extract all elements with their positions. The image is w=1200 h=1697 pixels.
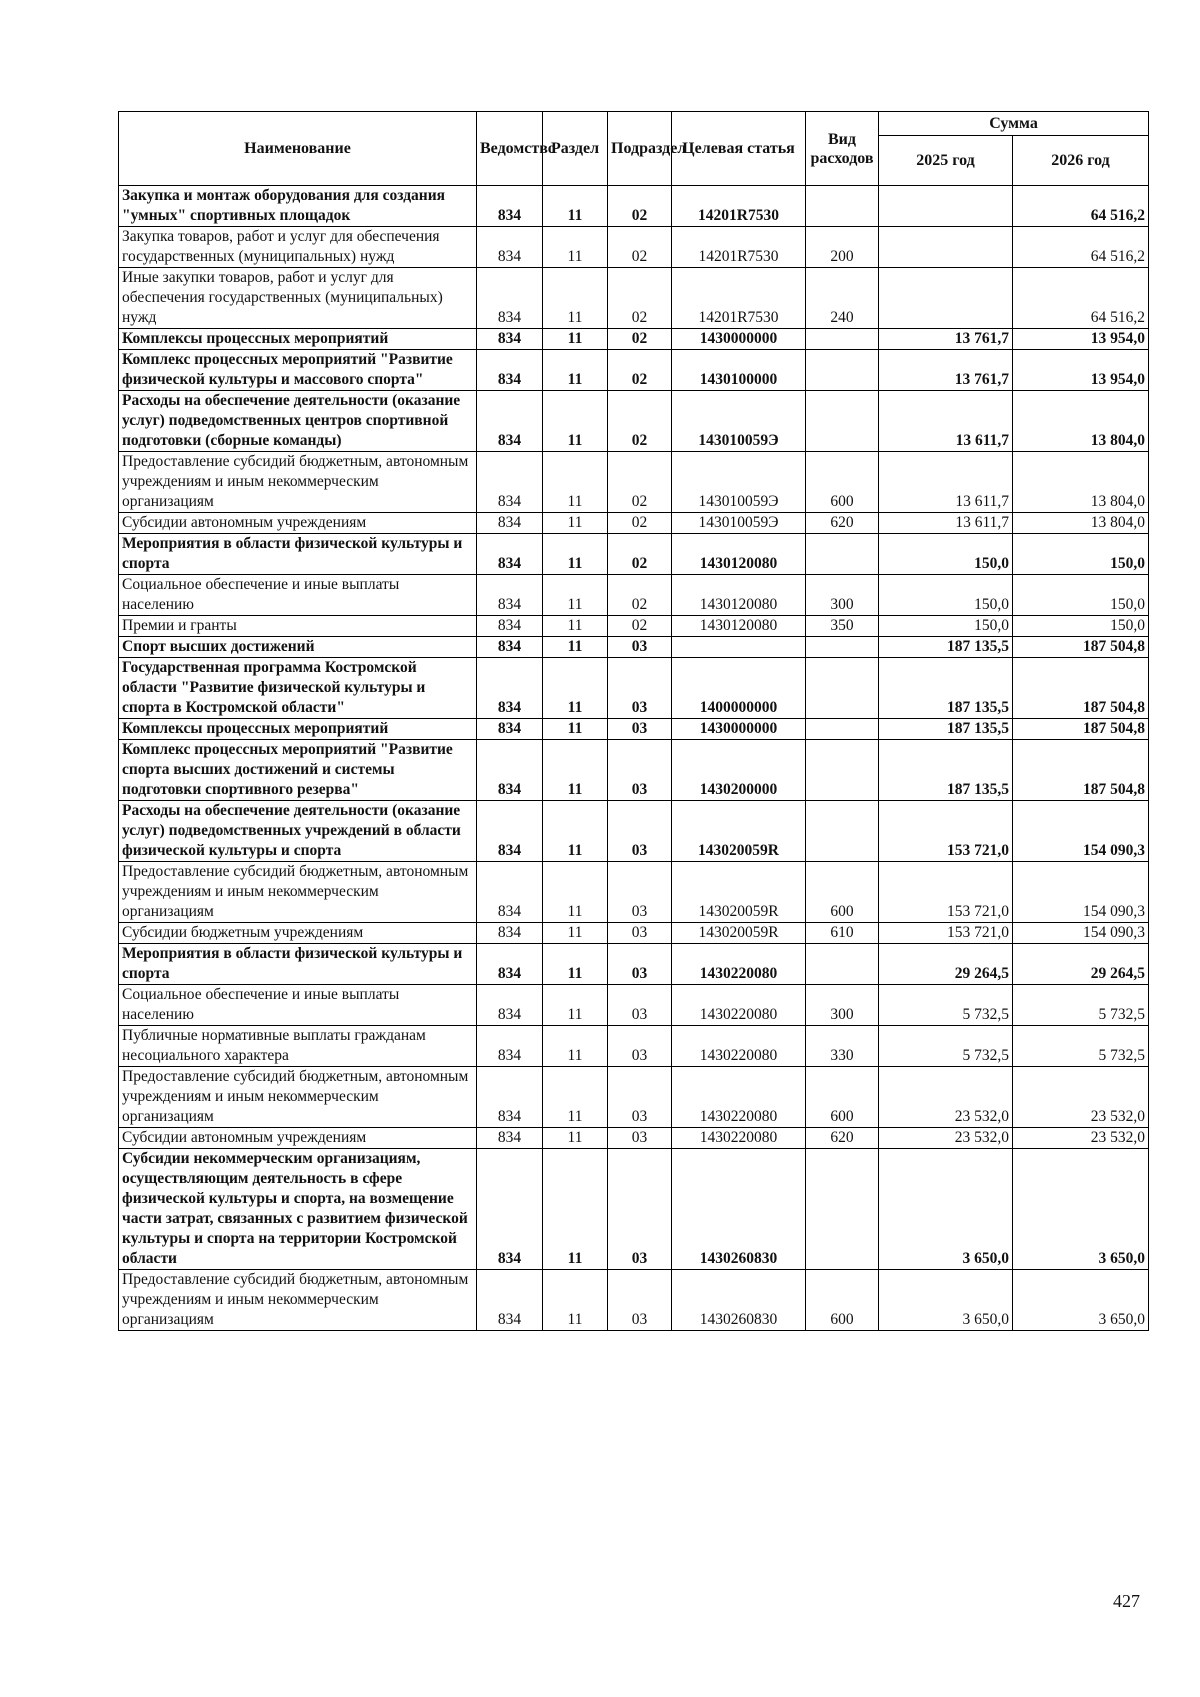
- cell-name: Государственная программа Костромской области "Развитие физической культуры и спорта в Костромской области": [119, 658, 477, 719]
- cell-vid-raskhodov: [806, 1149, 879, 1270]
- cell-sum-2026: 3 650,0: [1013, 1270, 1149, 1331]
- cell-name: Комплексы процессных мероприятий: [119, 329, 477, 350]
- cell-name: Закупка и монтаж оборудования для создания "умных" спортивных площадок: [119, 186, 477, 227]
- cell-podrazdel: 03: [608, 1067, 672, 1128]
- cell-razdel: 11: [543, 1270, 608, 1331]
- cell-name: Предоставление субсидий бюджетным, автономным учреждениям и иным некоммерческим организациям: [119, 452, 477, 513]
- cell-vid-raskhodov: 600: [806, 1067, 879, 1128]
- cell-sum-2025: 23 532,0: [879, 1128, 1013, 1149]
- budget-table: [118, 111, 1149, 1331]
- cell-name: Закупка товаров, работ и услуг для обеспечения государственных (муниципальных) нужд: [119, 227, 477, 268]
- table-row: [119, 350, 1149, 391]
- cell-vedomstvo: 834: [477, 268, 543, 329]
- table-row: [119, 268, 1149, 329]
- table-row: [119, 985, 1149, 1026]
- cell-podrazdel: 03: [608, 1270, 672, 1331]
- cell-tselevaya-statya: 143010059Э: [672, 513, 806, 534]
- cell-podrazdel: 03: [608, 658, 672, 719]
- cell-sum-2025: 23 532,0: [879, 1067, 1013, 1128]
- cell-razdel: 11: [543, 452, 608, 513]
- table-row: [119, 452, 1149, 513]
- cell-vedomstvo: 834: [477, 1026, 543, 1067]
- cell-podrazdel: 03: [608, 862, 672, 923]
- cell-vedomstvo: 834: [477, 740, 543, 801]
- cell-razdel: 11: [543, 740, 608, 801]
- cell-tselevaya-statya: 1430000000: [672, 719, 806, 740]
- cell-sum-2025: 153 721,0: [879, 801, 1013, 862]
- cell-tselevaya-statya: 1430120080: [672, 616, 806, 637]
- cell-tselevaya-statya: 1430260830: [672, 1270, 806, 1331]
- cell-podrazdel: 03: [608, 719, 672, 740]
- cell-razdel: 11: [543, 227, 608, 268]
- cell-name: Иные закупки товаров, работ и услуг для обеспечения государственных (муниципальных) нужд: [119, 268, 477, 329]
- cell-vedomstvo: 834: [477, 227, 543, 268]
- header-name: Наименование: [119, 112, 477, 186]
- cell-sum-2025: 150,0: [879, 575, 1013, 616]
- cell-name: Субсидии некоммерческим организациям, осуществляющим деятельность в сфере физической культуры и спорта, на возмещение части затрат, связанных с развитием физической культуры и спорта на территории Костромской области: [119, 1149, 477, 1270]
- cell-vid-raskhodov: 350: [806, 616, 879, 637]
- cell-podrazdel: 02: [608, 268, 672, 329]
- cell-name: Субсидии бюджетным учреждениям: [119, 923, 477, 944]
- header-podrazdel: Подраздел: [608, 112, 672, 186]
- cell-tselevaya-statya: 143020059R: [672, 801, 806, 862]
- table-row: [119, 862, 1149, 923]
- cell-vedomstvo: 834: [477, 616, 543, 637]
- cell-sum-2026: 13 804,0: [1013, 452, 1149, 513]
- cell-vedomstvo: 834: [477, 534, 543, 575]
- cell-sum-2025: 187 135,5: [879, 637, 1013, 658]
- cell-razdel: 11: [543, 329, 608, 350]
- cell-sum-2025: [879, 227, 1013, 268]
- cell-sum-2025: 13 611,7: [879, 452, 1013, 513]
- cell-sum-2025: 5 732,5: [879, 985, 1013, 1026]
- cell-razdel: 11: [543, 658, 608, 719]
- cell-sum-2026: 187 504,8: [1013, 658, 1149, 719]
- cell-name: Комплекс процессных мероприятий "Развитие физической культуры и массового спорта": [119, 350, 477, 391]
- cell-sum-2026: 13 804,0: [1013, 513, 1149, 534]
- cell-razdel: 11: [543, 391, 608, 452]
- cell-vid-raskhodov: [806, 740, 879, 801]
- cell-sum-2026: 187 504,8: [1013, 719, 1149, 740]
- cell-name: Расходы на обеспечение деятельности (оказание услуг) подведомственных центров спортивной подготовки (сборные команды): [119, 391, 477, 452]
- cell-tselevaya-statya: 1430220080: [672, 985, 806, 1026]
- cell-sum-2026: 13 954,0: [1013, 329, 1149, 350]
- cell-sum-2026: 154 090,3: [1013, 923, 1149, 944]
- cell-tselevaya-statya: 14201R7530: [672, 227, 806, 268]
- cell-vid-raskhodov: 600: [806, 1270, 879, 1331]
- page-number: 427: [1113, 1591, 1140, 1611]
- table-row: [119, 616, 1149, 637]
- cell-vid-raskhodov: 300: [806, 985, 879, 1026]
- cell-tselevaya-statya: 14201R7530: [672, 186, 806, 227]
- cell-sum-2026: 187 504,8: [1013, 740, 1149, 801]
- cell-vid-raskhodov: [806, 801, 879, 862]
- cell-sum-2026: 154 090,3: [1013, 801, 1149, 862]
- header-tselevaya-statya: Целевая статья: [672, 112, 806, 186]
- cell-name: Спорт высших достижений: [119, 637, 477, 658]
- cell-sum-2026: 64 516,2: [1013, 186, 1149, 227]
- cell-sum-2025: 150,0: [879, 534, 1013, 575]
- cell-vid-raskhodov: [806, 637, 879, 658]
- cell-sum-2026: 23 532,0: [1013, 1067, 1149, 1128]
- cell-razdel: 11: [543, 862, 608, 923]
- cell-vid-raskhodov: [806, 350, 879, 391]
- cell-razdel: 11: [543, 944, 608, 985]
- cell-razdel: 11: [543, 923, 608, 944]
- header-vid-raskhodov: Вид расходов: [806, 112, 879, 186]
- cell-name: Мероприятия в области физической культуры и спорта: [119, 944, 477, 985]
- cell-tselevaya-statya: 143020059R: [672, 923, 806, 944]
- cell-sum-2025: 13 611,7: [879, 391, 1013, 452]
- cell-podrazdel: 02: [608, 513, 672, 534]
- cell-sum-2025: 3 650,0: [879, 1149, 1013, 1270]
- table-row: [119, 534, 1149, 575]
- cell-vedomstvo: 834: [477, 1067, 543, 1128]
- cell-tselevaya-statya: 1400000000: [672, 658, 806, 719]
- cell-sum-2025: 29 264,5: [879, 944, 1013, 985]
- cell-vid-raskhodov: [806, 186, 879, 227]
- table-row: [119, 1026, 1149, 1067]
- cell-sum-2025: [879, 268, 1013, 329]
- cell-podrazdel: 03: [608, 1128, 672, 1149]
- cell-podrazdel: 02: [608, 391, 672, 452]
- cell-vedomstvo: 834: [477, 513, 543, 534]
- table-row: [119, 227, 1149, 268]
- cell-vedomstvo: 834: [477, 329, 543, 350]
- cell-podrazdel: 03: [608, 801, 672, 862]
- table-row: [119, 1067, 1149, 1128]
- cell-razdel: 11: [543, 268, 608, 329]
- cell-vid-raskhodov: [806, 719, 879, 740]
- cell-sum-2026: 5 732,5: [1013, 1026, 1149, 1067]
- cell-vid-raskhodov: 620: [806, 1128, 879, 1149]
- cell-tselevaya-statya: 143020059R: [672, 862, 806, 923]
- table-row: [119, 513, 1149, 534]
- table-row: [119, 329, 1149, 350]
- cell-podrazdel: 03: [608, 944, 672, 985]
- cell-tselevaya-statya: 1430220080: [672, 944, 806, 985]
- cell-tselevaya-statya: 143010059Э: [672, 391, 806, 452]
- cell-vid-raskhodov: 600: [806, 452, 879, 513]
- cell-sum-2026: 64 516,2: [1013, 227, 1149, 268]
- cell-sum-2026: 150,0: [1013, 534, 1149, 575]
- cell-podrazdel: 02: [608, 575, 672, 616]
- cell-sum-2025: 13 761,7: [879, 350, 1013, 391]
- cell-name: Мероприятия в области физической культуры и спорта: [119, 534, 477, 575]
- cell-vid-raskhodov: 200: [806, 227, 879, 268]
- cell-tselevaya-statya: 1430000000: [672, 329, 806, 350]
- cell-vedomstvo: 834: [477, 658, 543, 719]
- cell-razdel: 11: [543, 1026, 608, 1067]
- table-row: [119, 186, 1149, 227]
- cell-razdel: 11: [543, 801, 608, 862]
- cell-name: Предоставление субсидий бюджетным, автономным учреждениям и иным некоммерческим организациям: [119, 1270, 477, 1331]
- table-row: [119, 801, 1149, 862]
- cell-sum-2025: 187 135,5: [879, 719, 1013, 740]
- cell-vedomstvo: 834: [477, 350, 543, 391]
- cell-vedomstvo: 834: [477, 391, 543, 452]
- cell-vedomstvo: 834: [477, 923, 543, 944]
- cell-vedomstvo: 834: [477, 186, 543, 227]
- cell-name: Субсидии автономным учреждениям: [119, 513, 477, 534]
- cell-sum-2026: 64 516,2: [1013, 268, 1149, 329]
- header-summa: Сумма: [879, 112, 1149, 136]
- cell-razdel: 11: [543, 534, 608, 575]
- cell-name: Предоставление субсидий бюджетным, автономным учреждениям и иным некоммерческим организациям: [119, 1067, 477, 1128]
- cell-name: Субсидии автономным учреждениям: [119, 1128, 477, 1149]
- cell-razdel: 11: [543, 513, 608, 534]
- cell-podrazdel: 02: [608, 616, 672, 637]
- cell-sum-2025: 153 721,0: [879, 862, 1013, 923]
- cell-vid-raskhodov: [806, 658, 879, 719]
- cell-name: Социальное обеспечение и иные выплаты населению: [119, 985, 477, 1026]
- cell-vid-raskhodov: 330: [806, 1026, 879, 1067]
- table-row: [119, 1149, 1149, 1270]
- cell-vedomstvo: 834: [477, 1149, 543, 1270]
- cell-sum-2026: 3 650,0: [1013, 1149, 1149, 1270]
- cell-vid-raskhodov: 240: [806, 268, 879, 329]
- cell-vid-raskhodov: 600: [806, 862, 879, 923]
- cell-name: Предоставление субсидий бюджетным, автономным учреждениям и иным некоммерческим организациям: [119, 862, 477, 923]
- cell-vedomstvo: 834: [477, 862, 543, 923]
- header-year-2025: 2025 год: [879, 136, 1013, 186]
- table-row: [119, 719, 1149, 740]
- header-vedomstvo: Ведомство: [477, 112, 543, 186]
- header-razdel: Раздел: [543, 112, 608, 186]
- cell-sum-2026: 187 504,8: [1013, 637, 1149, 658]
- cell-vedomstvo: 834: [477, 985, 543, 1026]
- cell-name: Расходы на обеспечение деятельности (оказание услуг) подведомственных учреждений в области физической культуры и спорта: [119, 801, 477, 862]
- cell-sum-2025: 150,0: [879, 616, 1013, 637]
- table-row: [119, 658, 1149, 719]
- cell-sum-2026: 29 264,5: [1013, 944, 1149, 985]
- cell-tselevaya-statya: 1430120080: [672, 534, 806, 575]
- cell-sum-2026: 5 732,5: [1013, 985, 1149, 1026]
- cell-sum-2025: 13 761,7: [879, 329, 1013, 350]
- cell-tselevaya-statya: 143010059Э: [672, 452, 806, 513]
- cell-vedomstvo: 834: [477, 452, 543, 513]
- cell-name: Премии и гранты: [119, 616, 477, 637]
- cell-podrazdel: 02: [608, 534, 672, 575]
- cell-vedomstvo: 834: [477, 719, 543, 740]
- cell-name: Публичные нормативные выплаты гражданам несоциального характера: [119, 1026, 477, 1067]
- cell-sum-2026: 154 090,3: [1013, 862, 1149, 923]
- cell-vid-raskhodov: 620: [806, 513, 879, 534]
- header-year-2026: 2026 год: [1013, 136, 1149, 186]
- cell-razdel: 11: [543, 1149, 608, 1270]
- cell-tselevaya-statya: 1430120080: [672, 575, 806, 616]
- cell-sum-2025: 13 611,7: [879, 513, 1013, 534]
- table-row: [119, 944, 1149, 985]
- cell-sum-2025: 187 135,5: [879, 740, 1013, 801]
- cell-razdel: 11: [543, 985, 608, 1026]
- cell-razdel: 11: [543, 350, 608, 391]
- cell-podrazdel: 03: [608, 1026, 672, 1067]
- cell-podrazdel: 02: [608, 452, 672, 513]
- cell-sum-2025: [879, 186, 1013, 227]
- cell-podrazdel: 02: [608, 329, 672, 350]
- cell-sum-2025: 3 650,0: [879, 1270, 1013, 1331]
- cell-vedomstvo: 834: [477, 1128, 543, 1149]
- cell-vedomstvo: 834: [477, 944, 543, 985]
- table-body: [119, 186, 1149, 1331]
- cell-vedomstvo: 834: [477, 801, 543, 862]
- cell-razdel: 11: [543, 1067, 608, 1128]
- cell-sum-2026: 13 804,0: [1013, 391, 1149, 452]
- cell-razdel: 11: [543, 1128, 608, 1149]
- cell-vedomstvo: 834: [477, 575, 543, 616]
- cell-sum-2026: 23 532,0: [1013, 1128, 1149, 1149]
- cell-tselevaya-statya: 1430220080: [672, 1128, 806, 1149]
- cell-name: Комплекс процессных мероприятий "Развитие спорта высших достижений и системы подготовки спортивного резерва": [119, 740, 477, 801]
- cell-podrazdel: 03: [608, 740, 672, 801]
- cell-sum-2026: 150,0: [1013, 616, 1149, 637]
- cell-sum-2026: 13 954,0: [1013, 350, 1149, 391]
- cell-sum-2025: 5 732,5: [879, 1026, 1013, 1067]
- cell-vid-raskhodov: [806, 534, 879, 575]
- cell-razdel: 11: [543, 637, 608, 658]
- cell-podrazdel: 03: [608, 985, 672, 1026]
- table-row: [119, 1270, 1149, 1331]
- cell-podrazdel: 02: [608, 227, 672, 268]
- cell-podrazdel: 02: [608, 350, 672, 391]
- cell-razdel: 11: [543, 186, 608, 227]
- table-row: [119, 391, 1149, 452]
- cell-name: Социальное обеспечение и иные выплаты населению: [119, 575, 477, 616]
- cell-podrazdel: 03: [608, 1149, 672, 1270]
- cell-tselevaya-statya: 1430200000: [672, 740, 806, 801]
- cell-vid-raskhodov: [806, 329, 879, 350]
- cell-sum-2026: 150,0: [1013, 575, 1149, 616]
- cell-tselevaya-statya: 1430220080: [672, 1026, 806, 1067]
- cell-tselevaya-statya: 14201R7530: [672, 268, 806, 329]
- cell-vid-raskhodov: 300: [806, 575, 879, 616]
- cell-razdel: 11: [543, 719, 608, 740]
- cell-vedomstvo: 834: [477, 1270, 543, 1331]
- table-row: [119, 740, 1149, 801]
- cell-tselevaya-statya: 1430260830: [672, 1149, 806, 1270]
- cell-razdel: 11: [543, 616, 608, 637]
- cell-podrazdel: 02: [608, 186, 672, 227]
- cell-vedomstvo: 834: [477, 637, 543, 658]
- cell-tselevaya-statya: 1430100000: [672, 350, 806, 391]
- cell-tselevaya-statya: [672, 637, 806, 658]
- cell-podrazdel: 03: [608, 637, 672, 658]
- cell-vid-raskhodov: 610: [806, 923, 879, 944]
- table-row: [119, 575, 1149, 616]
- cell-vid-raskhodov: [806, 944, 879, 985]
- cell-sum-2025: 153 721,0: [879, 923, 1013, 944]
- cell-tselevaya-statya: 1430220080: [672, 1067, 806, 1128]
- table-row: [119, 637, 1149, 658]
- table-row: [119, 923, 1149, 944]
- cell-razdel: 11: [543, 575, 608, 616]
- cell-name: Комплексы процессных мероприятий: [119, 719, 477, 740]
- cell-podrazdel: 03: [608, 923, 672, 944]
- table-row: [119, 1128, 1149, 1149]
- cell-vid-raskhodov: [806, 391, 879, 452]
- cell-sum-2025: 187 135,5: [879, 658, 1013, 719]
